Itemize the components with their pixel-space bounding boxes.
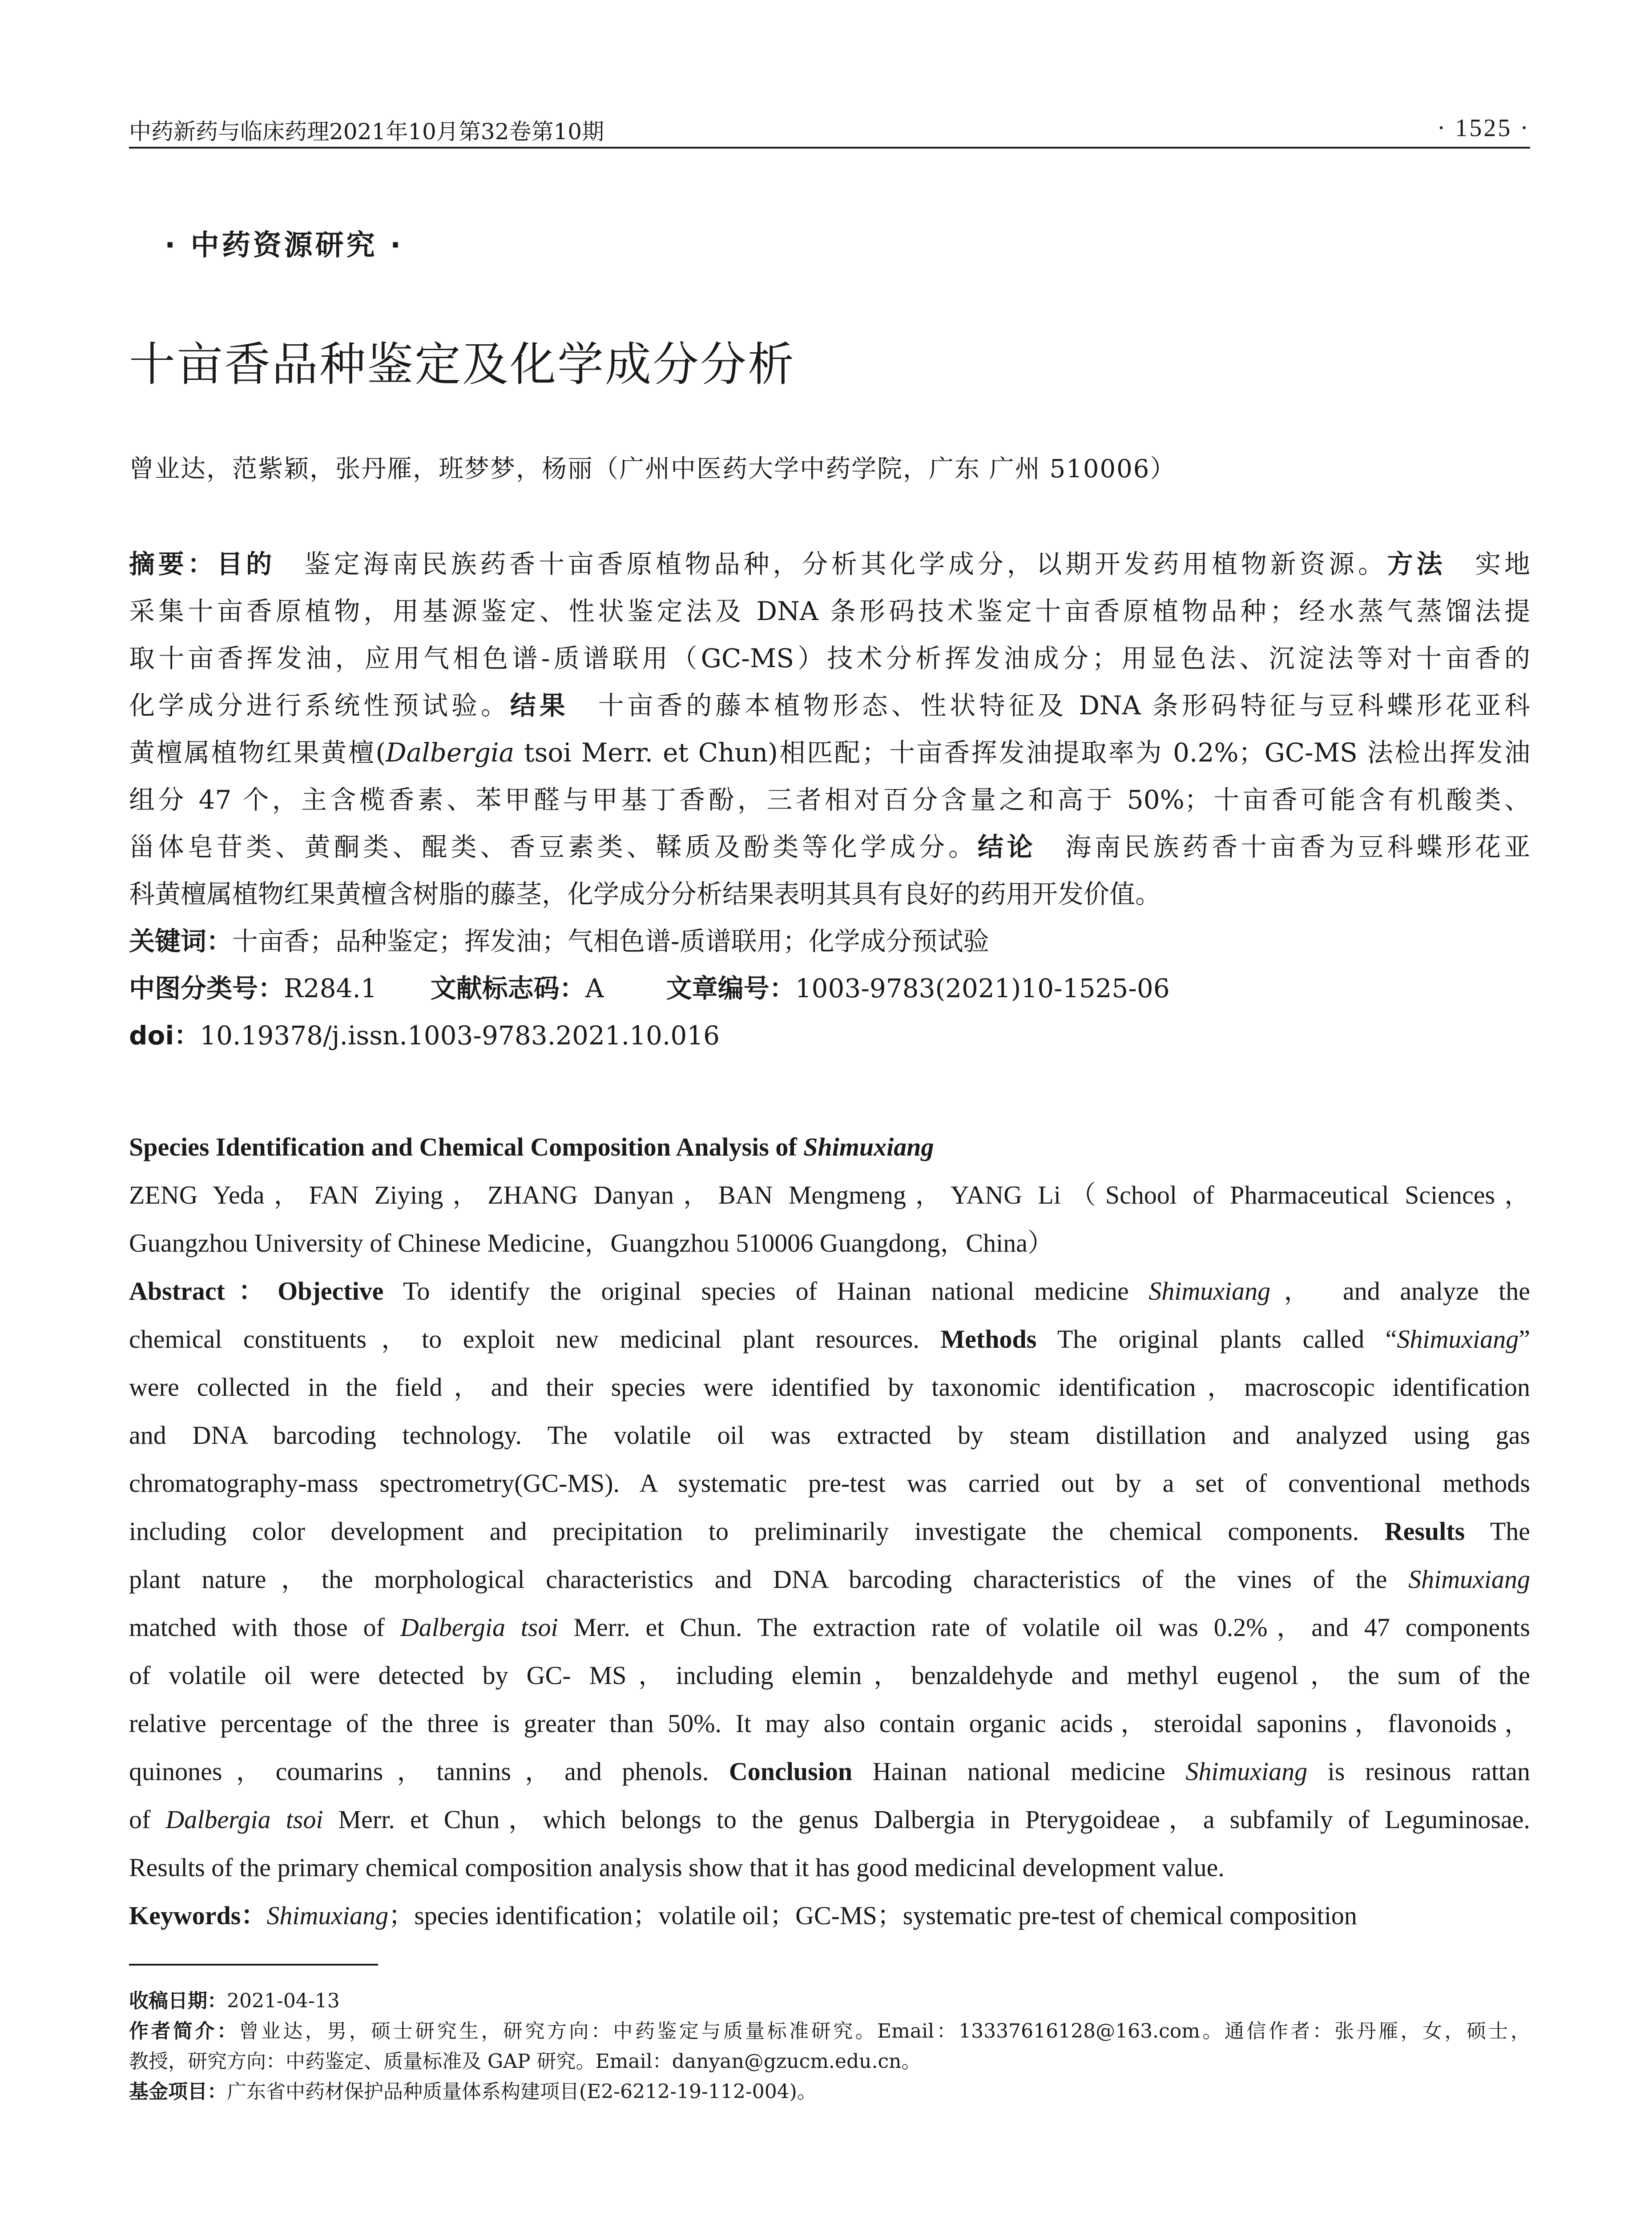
- abstract-text: matched with those of: [129, 1613, 400, 1642]
- doi-label: doi：: [129, 1020, 200, 1051]
- author-bio-cont: 教授，研究方向：中药鉴定、质量标准及 GAP 研究。Email：danyan@gzucm.edu.cn。: [129, 2050, 921, 2073]
- abstract-text: quinones，coumarins，tannins，and phenols.: [129, 1757, 729, 1786]
- english-authors: ZENG Yeda，FAN Ziying，ZHANG Danyan，BAN Mengmeng，YANG Li（School of Pharmaceutical Sciences，: [129, 1180, 1530, 1209]
- english-title-text: Species Identification and Chemical Composition Analysis of: [129, 1132, 804, 1161]
- abstract-cn-line: [129, 682, 1530, 729]
- species-name: Shimuxiang: [266, 1901, 389, 1930]
- abstract-text: 海南民族药香十亩香为豆科蝶形花亚: [1036, 832, 1530, 862]
- clc-value: R284.1: [284, 973, 377, 1003]
- funding-label: 基金项目：: [129, 2080, 227, 2103]
- abstract-text: ”: [1519, 1325, 1531, 1354]
- species-name: Dalbergia: [386, 737, 515, 768]
- journal-page: [129, 0, 1530, 2224]
- abstract-text: ， and analyze the: [1270, 1277, 1530, 1305]
- conclusion-en-label: Conclusion: [729, 1757, 853, 1786]
- doi-line: [129, 1012, 1530, 1059]
- abstract-text: 化学成分进行系统性预试验。: [129, 690, 510, 721]
- keywords-en-label: Keywords：: [129, 1901, 267, 1930]
- author-bio-text: 曾业达，男，硕士研究生，研究方向：中药鉴定与质量标准研究。Email：13337616128@163.com。通信作者：张丹雁，女，硕士，: [239, 2020, 1530, 2043]
- abstract-text: The: [1465, 1517, 1531, 1546]
- abstract-en-line: [129, 1315, 1530, 1363]
- abstract-cn-line: 采集十亩香原植物，用基源鉴定、性状鉴定法及 DNA 条形码技术鉴定十亩香原植物品种；经水蒸气蒸馏法提: [129, 596, 1530, 626]
- abstract-en-line: [129, 1796, 1530, 1844]
- abstract-text: Hainan national medicine: [852, 1757, 1186, 1786]
- footnote-rule: [129, 1964, 378, 1966]
- abstract-text: 实地: [1446, 549, 1530, 579]
- abstract-en-line: relative percentage of the three is greater than 50%. It may also contain organic acids，steroidal saponins，flavonoids，: [129, 1709, 1530, 1738]
- abstract-en-line: of volatile oil were detected by GC- MS，including elemin，benzaldehyde and methyl eugenol，the sum of the: [129, 1661, 1530, 1690]
- abstract-text: chemical constituents，to exploit new medicinal plant resources.: [129, 1325, 941, 1354]
- abstract-text: is resinous rattan: [1307, 1757, 1531, 1786]
- page-number: · 1525 ·: [1437, 114, 1530, 142]
- abstract-label: 摘要：: [129, 549, 217, 579]
- objective-label: 目的: [217, 549, 275, 579]
- abstract-en-line: [129, 1604, 1530, 1652]
- abstract-en-line: [129, 1507, 1530, 1555]
- english-title-italic: Shimuxiang: [803, 1132, 934, 1161]
- methods-label: 方法: [1387, 549, 1446, 579]
- abstract-text: of: [129, 1805, 166, 1834]
- abstract-en-line: [129, 1748, 1530, 1796]
- article-number-label: 文章编号：: [666, 973, 795, 1003]
- abstract-text: 十亩香的藤本植物形态、性状特征及 DNA 条形码特征与豆科蝶形花亚科: [568, 690, 1530, 721]
- results-en-label: Results: [1384, 1517, 1465, 1546]
- abstract-text: 甾体皂苷类、黄酮类、醌类、香豆素类、鞣质及酚类等化学成分。: [129, 832, 978, 862]
- species-name: Dalbergia tsoi: [165, 1805, 323, 1834]
- author-bio-label: 作者简介：: [129, 2020, 239, 2043]
- received-label: 收稿日期：: [129, 1990, 227, 2012]
- abstract-en-line: were collected in the field，and their species were identified by taxonomic identification，macroscopic identification: [129, 1373, 1530, 1402]
- english-title: [129, 1123, 1530, 1171]
- journal-citation: 中药新药与临床药理2021年10月第32卷第10期: [129, 119, 604, 145]
- objective-en-label: Objective: [278, 1277, 384, 1305]
- header-rule: [129, 147, 1530, 149]
- keywords-label: 关键词：: [129, 926, 233, 956]
- abstract-text: The original plants called “: [1036, 1325, 1397, 1354]
- abstract-text: including color development and precipitation to preliminarily investigate the chemical components.: [129, 1517, 1385, 1546]
- abstract-en-label: Abstract：: [129, 1277, 278, 1305]
- abstract-text: tsoi Merr. et Chun)相匹配；十亩香挥发油提取率为 0.2%；GC-MS 法检出挥发油: [514, 737, 1530, 768]
- species-name: Shimuxiang: [1185, 1757, 1308, 1786]
- abstract-en-line: [129, 1267, 1530, 1315]
- english-abstract: [129, 1267, 1530, 1940]
- conclusion-label: 结论: [977, 832, 1036, 862]
- abstract-cn-line: [129, 823, 1530, 870]
- running-header: [129, 106, 1530, 146]
- abstract-cn-line: [129, 540, 1530, 588]
- funding-text: 广东省中药材保护品种质量体系构建项目(E2-6212-19-112-004)。: [227, 2080, 817, 2103]
- species-name: Shimuxiang: [1408, 1565, 1530, 1594]
- abstract-text: Merr. et Chun. The extraction rate of volatile oil was 0.2%，and 47 components: [558, 1613, 1530, 1642]
- author-bio: [129, 2016, 1530, 2047]
- doi-value: 10.19378/j.issn.1003-9783.2021.10.016: [200, 1020, 720, 1051]
- methods-en-label: Methods: [940, 1325, 1037, 1354]
- abstract-en-line: Results of the primary chemical composition analysis show that it has good medicinal development value.: [129, 1853, 1225, 1882]
- abstract-en-line: and DNA barcoding technology. The volatile oil was extracted by steam distillation and analyzed using gas: [129, 1421, 1530, 1450]
- species-name: Dalbergia tsoi: [400, 1613, 558, 1642]
- abstract-cn-line: 取十亩香挥发油，应用气相色谱-质谱联用（GC-MS）技术分析挥发油成分；用显色法、沉淀法等对十亩香的: [129, 643, 1530, 673]
- abstract-en-line: [129, 1555, 1530, 1604]
- doc-code-label: 文献标志码：: [430, 973, 585, 1003]
- english-section: [129, 1123, 1530, 1940]
- keywords-en: [129, 1892, 1530, 1940]
- abstract-text: 鉴定海南民族药香十亩香原植物品种，分析其化学成分，以期开发药用植物新资源。: [275, 549, 1387, 579]
- species-name: Shimuxiang: [1148, 1277, 1271, 1305]
- abstract-text: Merr. et Chun，which belongs to the genus Dalbergia in Pterygoideae，a subfamily of Leguminosae.: [323, 1805, 1530, 1834]
- article-title: 十亩香品种鉴定及化学成分分析: [129, 337, 796, 391]
- doc-code-value: A: [585, 973, 604, 1003]
- received-value: 2021-04-13: [227, 1990, 340, 2012]
- abstract-cn-line: 科黄檀属植物红果黄檀含树脂的藤茎，化学成分分析结果表明其具有良好的药用开发价值。: [129, 879, 1161, 909]
- funding: [129, 2077, 1530, 2107]
- abstract-text: To identify the original species of Hainan national medicine: [383, 1277, 1149, 1305]
- abstract-cn: [129, 540, 1530, 1059]
- column-heading: · 中药资源研究 ·: [165, 229, 404, 262]
- keywords-en-text: ；species identification；volatile oil；GC-MS；systematic pre-test of chemical composition: [388, 1901, 1357, 1930]
- keywords-text: 十亩香；品种鉴定；挥发油；气相色谱-质谱联用；化学成分预试验: [232, 926, 989, 956]
- abstract-cn-line: 组分 47 个，主含榄香素、苯甲醛与甲基丁香酚，三者相对百分含量之和高于 50%；十亩香可能含有机酸类、: [129, 785, 1530, 815]
- received-date: [129, 1986, 1530, 2016]
- clc-label: 中图分类号：: [129, 973, 284, 1003]
- abstract-text: 黄檀属植物红果黄檀(: [129, 737, 386, 768]
- english-affiliation: Guangzhou University of Chinese Medicine，Guangzhou 510006 Guangdong，China）: [129, 1229, 1053, 1257]
- abstract-cn-line: [129, 729, 1530, 776]
- classification-line: [129, 965, 1530, 1012]
- species-name: Shimuxiang: [1397, 1325, 1519, 1354]
- article-number-value: 1003-9783(2021)10-1525-06: [795, 973, 1170, 1003]
- abstract-en-line: chromatography-mass spectrometry(GC-MS). A systematic pre-test was carried out by a set of conventional methods: [129, 1469, 1530, 1498]
- footnotes: [129, 1986, 1530, 2107]
- results-label: 结果: [510, 690, 569, 721]
- keywords-cn: [129, 918, 1530, 965]
- authors-affiliation-cn: 曾业达，范紫颖，张丹雁，班梦梦，杨丽（广州中医药大学中药学院，广东 广州 510006）: [129, 455, 1176, 483]
- abstract-text: plant nature，the morphological characteristics and DNA barcoding characteristics of the vines of the: [129, 1565, 1409, 1594]
